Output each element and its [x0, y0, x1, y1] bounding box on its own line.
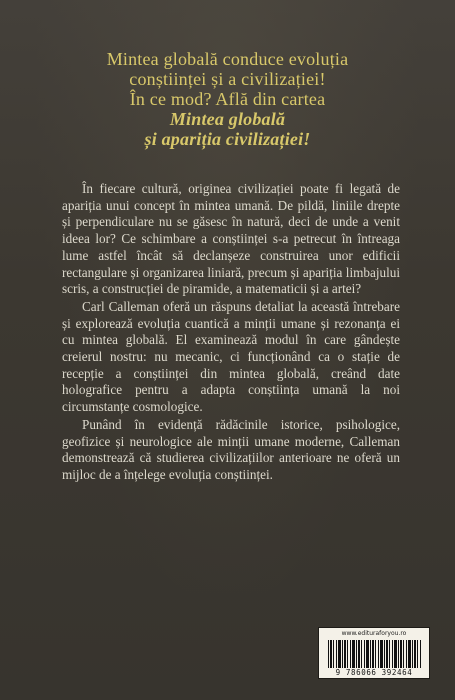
- headline-line-2: conștiinței și a civilizației!: [129, 69, 326, 89]
- barcode-bars-icon: [328, 640, 422, 668]
- headline-line-3: În ce mod? Află din cartea: [129, 89, 326, 109]
- blurb-paragraph-1: În fiecare cultură, originea civilizației poate fi legată de apariția unui concept în mintea umană. De pildă, liniile drepte și perpendiculare nu se găsesc în natură, deci de unde a venit ideea lor? Ce schimbare a conștiinței s-a petrecut în întreaga lume astfel încât să declanșeze construirea unor edificii rectangulare și organizarea liniară, precum și apariția limbajului scris, a construcției de piramide, a matematicii și a artei?: [62, 181, 400, 297]
- headline: [30, 49, 425, 149]
- book-title-line-2: și apariția civilizației!: [144, 129, 311, 149]
- blurb-paragraph-2: Carl Calleman oferă un răspuns detaliat la această întrebare și explorează evoluția cuantică a minții umane și rezonanța ei cu mintea globală. El examinează modul în care gândește creierul nostru: nu mecanic, ci funcționând ca o stație de recepție a conștiinței din mintea globală, creând date holografice pentru a adapta conștiința umană la noi circumstanțe cosmologice.: [62, 298, 400, 415]
- blurb: [62, 181, 400, 484]
- book-title-line-1: Mintea globală: [169, 109, 286, 129]
- isbn-barcode: [318, 627, 430, 679]
- isbn-number: 9 786066 392464: [335, 668, 413, 677]
- blurb-paragraph-3: Punând în evidență rădăcinile istorice, psihologice, geofizice și neurologice ale minții umane moderne, Calleman demonstrează că studierea civilizațiilor anterioare ne oferă un mijloc de a înțelege evoluția conștiinței.: [62, 416, 400, 482]
- headline-line-1: Mintea globală conduce evoluția: [106, 49, 349, 69]
- publisher-url: www.edituraforyou.ro: [341, 630, 407, 637]
